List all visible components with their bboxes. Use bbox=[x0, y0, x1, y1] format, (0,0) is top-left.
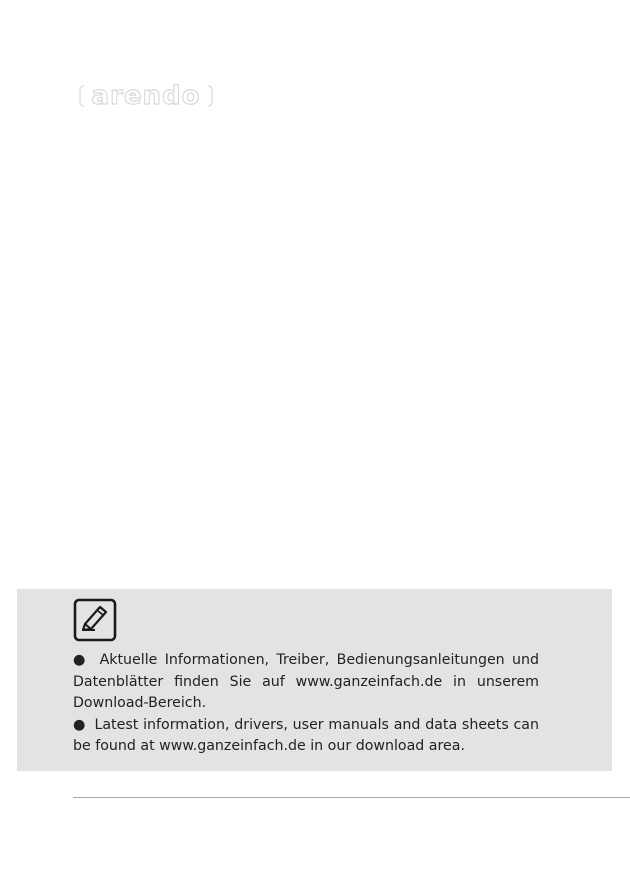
info-box bbox=[17, 589, 612, 771]
info-text bbox=[73, 650, 539, 758]
info-text-de: Aktuelle Informationen, Treiber, Bedienungsanleitungen und Datenblätter finden Sie auf www.ganzeinfach.de in unserem Download-Bereich. bbox=[73, 652, 539, 711]
info-paragraph-en bbox=[73, 715, 539, 758]
arendo-logo-graphic bbox=[78, 81, 214, 111]
arendo-logo bbox=[78, 81, 214, 111]
footer-divider bbox=[73, 797, 630, 798]
note-pencil-icon bbox=[73, 598, 117, 642]
logo-left-bracket bbox=[80, 86, 84, 106]
info-paragraph-de bbox=[73, 650, 539, 715]
page-bottom-edge bbox=[0, 869, 630, 874]
bullet-en: ● bbox=[73, 716, 86, 733]
bullet-de: ● bbox=[73, 652, 89, 668]
logo-right-bracket bbox=[208, 86, 212, 106]
logo-wordmark: arendo bbox=[91, 81, 201, 111]
info-text-en: Latest information, drivers, user manuals and data sheets can be found at www.ganzeinfach.de in our download area. bbox=[73, 716, 539, 754]
